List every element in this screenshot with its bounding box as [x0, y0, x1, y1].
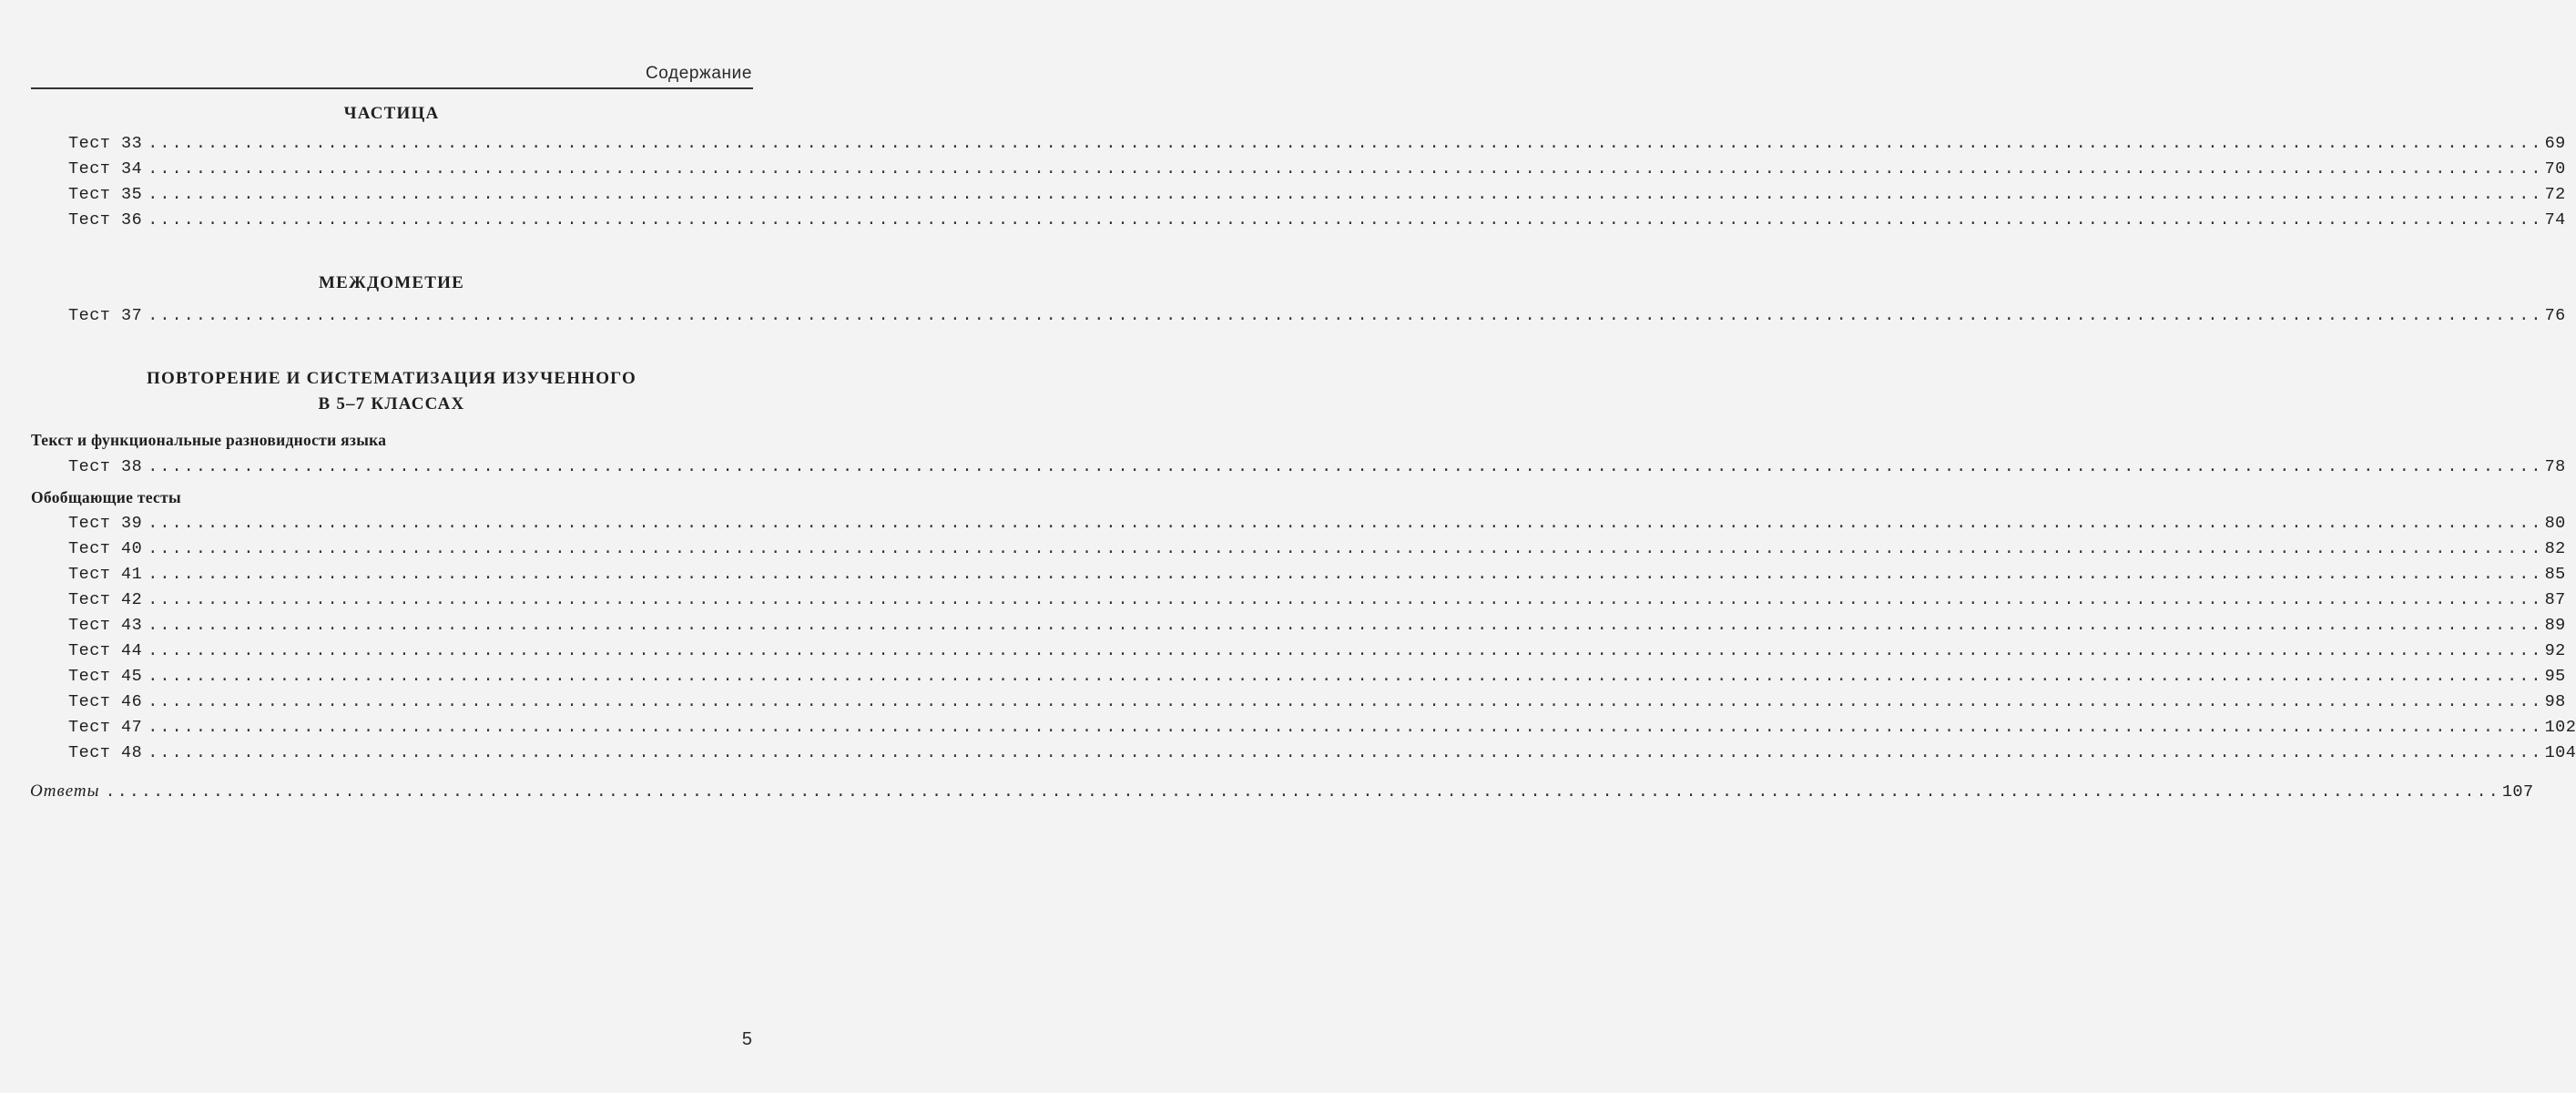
subheading-general-tests: Обобщающие тесты [31, 488, 181, 506]
page-number: 5 [741, 1029, 752, 1049]
toc-entry-label: Ответы [30, 781, 100, 801]
section-heading-particle: ЧАСТИЦА [343, 104, 440, 123]
toc-entry[interactable] [68, 743, 2576, 767]
toc-entry[interactable] [68, 306, 2566, 330]
toc-entry[interactable] [68, 185, 2566, 209]
toc-entry[interactable] [68, 210, 2566, 234]
toc-entry-page: 107 [2501, 782, 2534, 802]
toc-entry[interactable] [68, 718, 2576, 741]
toc-entry-label: Тест 44 [68, 641, 143, 660]
toc-entry[interactable] [68, 565, 2566, 588]
toc-entry-page: 104 [2544, 743, 2576, 762]
toc-entry-page: 95 [2544, 667, 2566, 686]
toc-entry-page: 74 [2544, 210, 2566, 230]
toc-entry-label: Тест 40 [68, 539, 143, 558]
leader-dots: ........................................................................................................................................................................................................ [148, 692, 2543, 711]
running-header-title: Содержание [645, 64, 752, 83]
leader-dots: ........................................................................................................................................................................................................ [148, 641, 2543, 660]
toc-entry-label: Тест 47 [68, 718, 143, 737]
toc-entry-page: 80 [2544, 514, 2566, 533]
header-rule [31, 87, 753, 89]
toc-entry-label: Тест 43 [68, 616, 143, 635]
toc-entry-label: Тест 35 [68, 185, 143, 204]
toc-entry-label: Тест 45 [68, 667, 143, 686]
toc-entry[interactable] [68, 159, 2566, 183]
leader-dots: ........................................................................................................................................................................................................ [148, 306, 2543, 325]
leader-dots: ........................................................................................................................................................................................................ [148, 667, 2543, 686]
section-heading-review-line2: В 5–7 КЛАССАХ [318, 394, 465, 414]
toc-entry[interactable] [68, 616, 2566, 639]
toc-entry-label: Тест 33 [68, 134, 143, 153]
toc-entry-page: 92 [2544, 641, 2566, 660]
toc-entry[interactable] [68, 641, 2566, 665]
toc-entry-page: 76 [2544, 306, 2566, 325]
toc-entry[interactable] [68, 692, 2566, 716]
subheading-text-varieties: Текст и функциональные разновидности языка [31, 431, 387, 449]
leader-dots: ........................................................................................................................................................................................................ [148, 565, 2543, 584]
toc-entry-page: 85 [2544, 565, 2566, 584]
toc-entry-page: 102 [2544, 718, 2576, 737]
toc-entry-label: Тест 41 [68, 565, 143, 584]
leader-dots: ........................................................................................................................................................................................................ [148, 616, 2543, 635]
toc-entry-label: Тест 37 [68, 306, 143, 325]
toc-entry-page: 98 [2544, 692, 2566, 711]
toc-entry-label: Тест 48 [68, 743, 143, 762]
leader-dots: ........................................................................................................................................................................................................ [148, 210, 2543, 230]
toc-entry-label: Тест 39 [68, 514, 143, 533]
leader-dots: ........................................................................................................................................................................................................ [148, 457, 2543, 476]
toc-entry-page: 72 [2544, 185, 2566, 204]
leader-dots: ........................................................................................................................................................................................................ [148, 743, 2543, 762]
toc-entry-page: 78 [2544, 457, 2566, 476]
leader-dots: ........................................................................................................................................................................................................ [148, 159, 2543, 179]
toc-entry-page: 70 [2544, 159, 2566, 179]
leader-dots: ........................................................................................................................................................................................................ [148, 718, 2543, 737]
toc-entry-label: Тест 34 [68, 159, 143, 179]
leader-dots: ........................................................................................................................................................................................................ [105, 782, 2500, 802]
toc-entry-label: Тест 38 [68, 457, 143, 476]
toc-entry[interactable] [68, 539, 2566, 563]
leader-dots: ........................................................................................................................................................................................................ [148, 514, 2543, 533]
toc-entry-page: 69 [2544, 134, 2566, 153]
section-heading-review-line1: ПОВТОРЕНИЕ И СИСТЕМАТИЗАЦИЯ ИЗУЧЕННОГО [147, 369, 636, 388]
leader-dots: ........................................................................................................................................................................................................ [148, 539, 2543, 558]
toc-entry-label: Тест 46 [68, 692, 143, 711]
toc-entry-label: Тест 42 [68, 590, 143, 609]
toc-entry[interactable] [68, 457, 2566, 481]
toc-entry-page: 89 [2544, 616, 2566, 635]
leader-dots: ........................................................................................................................................................................................................ [148, 185, 2543, 204]
toc-entry-answers[interactable] [30, 781, 2534, 805]
toc-entry-label: Тест 36 [68, 210, 143, 230]
toc-entry-page: 87 [2544, 590, 2566, 609]
toc-entry[interactable] [68, 514, 2566, 537]
toc-entry-page: 82 [2544, 539, 2566, 558]
toc-entry[interactable] [68, 134, 2566, 158]
toc-entry[interactable] [68, 667, 2566, 690]
leader-dots: ........................................................................................................................................................................................................ [148, 590, 2543, 609]
section-heading-interjection: МЕЖДОМЕТИЕ [319, 273, 464, 292]
toc-entry[interactable] [68, 590, 2566, 614]
leader-dots: ........................................................................................................................................................................................................ [148, 134, 2543, 153]
